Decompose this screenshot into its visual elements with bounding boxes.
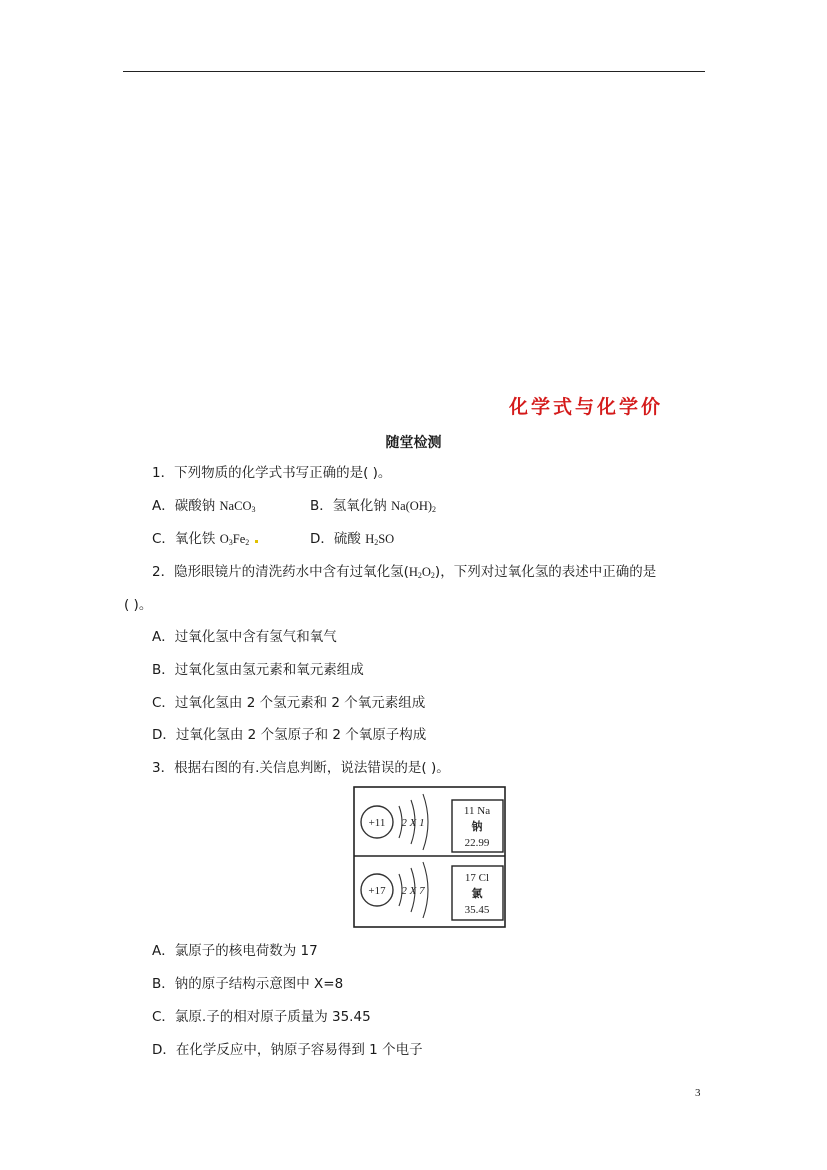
question-2-option-a: A．过氧化氢中含有氢气和氧气 (152, 629, 337, 645)
cl-number-symbol: 17 Cl (464, 872, 490, 884)
cl-nucleus-label: +17 (368, 885, 386, 897)
question-2-stem-cont: ( )。 (124, 597, 153, 613)
question-3-option-b: B．钠的原子结构示意图中 X=8 (152, 976, 344, 992)
question-1-option-a (152, 497, 255, 519)
na-name: 钠 (471, 820, 483, 833)
question-3-option-c: C．氯原.子的相对原子质量为 35.45 (152, 1009, 371, 1025)
question-2-option-b: B．过氧化氢由氢元素和氧元素组成 (152, 662, 364, 678)
na-number-symbol: 11 Na (463, 805, 491, 817)
question-2-stem: 2．隐形眼镜片的清洗药水中含有过氧化氢$(H_2O_2)$，下列对过氧化氢的表述中正确的是 (152, 564, 657, 580)
question-2-option-d: D．过氧化氢由 2 个氢原子和 2 个氧原子构成 (152, 727, 427, 743)
question-3-stem: 3．根据右图的有.关信息判断，说法错误的是( )。 (152, 760, 450, 776)
option-c-label: C．氧化铁 (152, 531, 220, 547)
option-d-formula: $H_2SO$ (365, 532, 395, 547)
option-a-formula: NaCO$_3$ (219, 499, 256, 514)
header-rule (123, 71, 705, 72)
question-2-option-c: C．过氧化氢由 2 个氢元素和 2 个氧元素组成 (152, 695, 426, 711)
option-d-label: D．硫酸 (310, 531, 366, 547)
na-mass: 22.99 (464, 837, 490, 849)
na-nucleus-label: +11 (368, 817, 386, 829)
cl-shell-electrons: 2 X 7 (401, 885, 425, 897)
option-b-formula: $Na(OH)_2$ (391, 499, 437, 514)
yellow-dot-mark (255, 540, 258, 543)
option-c-formula: $O_3Fe_2$ (219, 532, 250, 547)
h2o2-formula: $H_2O_2$ (408, 565, 435, 580)
question-1-option-c (152, 530, 258, 552)
question-3-option-a: A．氯原子的核电荷数为 17 (152, 943, 318, 959)
cl-mass: 35.45 (464, 904, 490, 916)
page-number: 3 (695, 1087, 701, 1099)
option-b-label: B．氢氧化钠 (310, 498, 392, 514)
option-a-label: A．碳酸钠 (152, 498, 220, 514)
question-1-option-d (310, 530, 394, 552)
question-1-stem: 1．下列物质的化学式书写正确的是( )。 (152, 465, 392, 481)
cl-name: 氯 (471, 887, 483, 900)
question-3-option-d: D．在化学反应中，钠原子容易得到 1 个电子 (152, 1042, 423, 1058)
na-shell-electrons: 2 X 1 (401, 817, 425, 829)
page-title: 化学式与化学价 (509, 396, 664, 418)
section-heading: 随堂检测 (385, 435, 442, 451)
question-1-option-b (310, 497, 436, 519)
atomic-structure-figure (353, 786, 506, 928)
